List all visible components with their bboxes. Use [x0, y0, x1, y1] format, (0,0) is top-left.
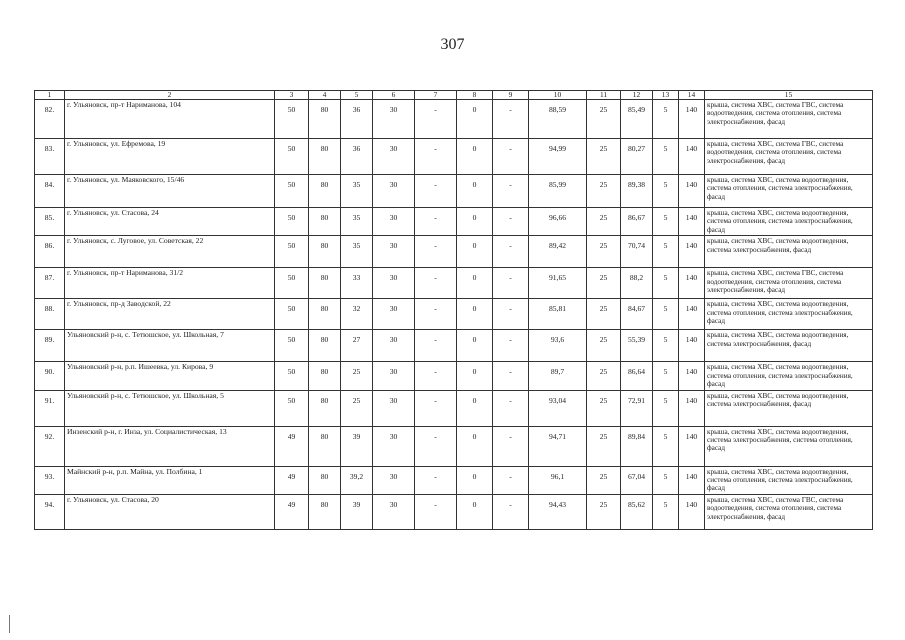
col-5-value: 39: [341, 426, 373, 466]
col-4-value: 80: [309, 236, 341, 268]
col-12-value: 55,39: [621, 330, 653, 362]
planned-works: крыша, система ХВС, система ГВС, система водоотведения, система отопления, система электроснабжения, фасад: [705, 139, 873, 175]
col-6-value: 30: [373, 466, 415, 494]
col-6-value: 30: [373, 362, 415, 390]
table-row: [35, 100, 873, 139]
col-13-value: 5: [653, 100, 679, 139]
col-11-value: 25: [587, 268, 621, 299]
table-body: [35, 91, 873, 530]
column-header: 11: [587, 91, 621, 100]
col-11-value: 25: [587, 208, 621, 236]
col-12-value: 86,67: [621, 208, 653, 236]
col-6-value: 30: [373, 139, 415, 175]
col-9-value: -: [493, 426, 529, 466]
column-header: 12: [621, 91, 653, 100]
col-6-value: 30: [373, 390, 415, 426]
col-12-value: 72,91: [621, 390, 653, 426]
col-3-value: 50: [275, 100, 309, 139]
col-3-value: 50: [275, 208, 309, 236]
col-6-value: 30: [373, 330, 415, 362]
col-11-value: 25: [587, 362, 621, 390]
table-row: [35, 299, 873, 330]
col-3-value: 50: [275, 268, 309, 299]
col-7-value: -: [415, 175, 457, 208]
table-row: [35, 362, 873, 390]
col-3-value: 50: [275, 236, 309, 268]
column-header: 6: [373, 91, 415, 100]
col-5-value: 33: [341, 268, 373, 299]
col-4-value: 80: [309, 362, 341, 390]
row-number: 93.: [35, 466, 65, 494]
col-3-value: 49: [275, 426, 309, 466]
col-8-value: 0: [457, 362, 493, 390]
address: Майнский р-н, р.п. Майна, ул. Полбина, 1: [65, 466, 275, 494]
col-13-value: 5: [653, 139, 679, 175]
column-header: 7: [415, 91, 457, 100]
row-number: 82.: [35, 100, 65, 139]
col-12-value: 89,84: [621, 426, 653, 466]
column-header: 14: [679, 91, 705, 100]
col-7-value: -: [415, 268, 457, 299]
planned-works: крыша, система ХВС, система водоотведения, система отопления, система электроснабжения, фасад: [705, 362, 873, 390]
col-4-value: 80: [309, 466, 341, 494]
table-row: [35, 268, 873, 299]
col-6-value: 30: [373, 426, 415, 466]
col-4-value: 80: [309, 390, 341, 426]
col-14-value: 140: [679, 494, 705, 529]
planned-works: крыша, система ХВС, система водоотведения, система электроснабжения, фасад: [705, 390, 873, 426]
col-12-value: 88,2: [621, 268, 653, 299]
col-9-value: -: [493, 208, 529, 236]
col-5-value: 27: [341, 330, 373, 362]
col-12-value: 70,74: [621, 236, 653, 268]
table-row: [35, 330, 873, 362]
col-10-value: 94,99: [529, 139, 587, 175]
column-number-row: [35, 91, 873, 100]
col-14-value: 140: [679, 426, 705, 466]
col-10-value: 89,7: [529, 362, 587, 390]
col-14-value: 140: [679, 208, 705, 236]
table-row: [35, 139, 873, 175]
col-3-value: 50: [275, 175, 309, 208]
col-10-value: 94,71: [529, 426, 587, 466]
col-10-value: 89,42: [529, 236, 587, 268]
row-number: 91.: [35, 390, 65, 426]
col-14-value: 140: [679, 299, 705, 330]
col-8-value: 0: [457, 100, 493, 139]
col-13-value: 5: [653, 175, 679, 208]
planned-works: крыша, система ХВС, система ГВС, система водоотведения, система отопления, система электроснабжения, фасад: [705, 100, 873, 139]
table-row: [35, 426, 873, 466]
col-14-value: 140: [679, 175, 705, 208]
col-4-value: 80: [309, 299, 341, 330]
row-number: 87.: [35, 268, 65, 299]
col-8-value: 0: [457, 494, 493, 529]
col-13-value: 5: [653, 236, 679, 268]
col-13-value: 5: [653, 330, 679, 362]
address: Ульяновский р-н, р.п. Ишеевка, ул. Кирова, 9: [65, 362, 275, 390]
table-row: [35, 390, 873, 426]
col-5-value: 36: [341, 139, 373, 175]
col-10-value: 96,66: [529, 208, 587, 236]
column-header: 3: [275, 91, 309, 100]
row-number: 86.: [35, 236, 65, 268]
col-7-value: -: [415, 362, 457, 390]
col-7-value: -: [415, 466, 457, 494]
col-13-value: 5: [653, 362, 679, 390]
col-5-value: 35: [341, 208, 373, 236]
row-number: 92.: [35, 426, 65, 466]
col-6-value: 30: [373, 268, 415, 299]
address: Инзенский р-н, г. Инза, ул. Социалистическая, 13: [65, 426, 275, 466]
col-8-value: 0: [457, 175, 493, 208]
col-11-value: 25: [587, 175, 621, 208]
col-9-value: -: [493, 236, 529, 268]
col-14-value: 140: [679, 268, 705, 299]
col-4-value: 80: [309, 268, 341, 299]
col-10-value: 94,43: [529, 494, 587, 529]
planned-works: крыша, система ХВС, система водоотведения, система отопления, система электроснабжения, фасад: [705, 299, 873, 330]
col-6-value: 30: [373, 175, 415, 208]
col-5-value: 36: [341, 100, 373, 139]
col-14-value: 140: [679, 330, 705, 362]
col-13-value: 5: [653, 426, 679, 466]
col-11-value: 25: [587, 390, 621, 426]
col-4-value: 80: [309, 100, 341, 139]
column-header: 2: [65, 91, 275, 100]
row-number: 90.: [35, 362, 65, 390]
col-5-value: 25: [341, 362, 373, 390]
page-number: 307: [440, 36, 465, 53]
col-13-value: 5: [653, 299, 679, 330]
col-5-value: 25: [341, 390, 373, 426]
scan-edge-mark: [9, 615, 10, 633]
col-8-value: 0: [457, 139, 493, 175]
planned-works: крыша, система ХВС, система водоотведения, система отопления, система электроснабжения, фасад: [705, 175, 873, 208]
col-13-value: 5: [653, 466, 679, 494]
column-header: 9: [493, 91, 529, 100]
col-3-value: 50: [275, 330, 309, 362]
planned-works: крыша, система ХВС, система водоотведения, система отопления, система электроснабжения, фасад: [705, 466, 873, 494]
col-3-value: 49: [275, 494, 309, 529]
address: Ульяновский р-н, с. Тетюшское, ул. Школьная, 5: [65, 390, 275, 426]
col-5-value: 39: [341, 494, 373, 529]
col-9-value: -: [493, 299, 529, 330]
col-7-value: -: [415, 330, 457, 362]
col-7-value: -: [415, 208, 457, 236]
col-9-value: -: [493, 330, 529, 362]
buildings-table: [34, 90, 873, 530]
col-12-value: 67,04: [621, 466, 653, 494]
col-12-value: 86,64: [621, 362, 653, 390]
col-7-value: -: [415, 299, 457, 330]
col-7-value: -: [415, 426, 457, 466]
col-8-value: 0: [457, 390, 493, 426]
address: г. Ульяновск, пр-д Заводской, 22: [65, 299, 275, 330]
col-11-value: 25: [587, 236, 621, 268]
address: г. Ульяновск, пр-т Нариманова, 31/2: [65, 268, 275, 299]
col-3-value: 50: [275, 390, 309, 426]
col-11-value: 25: [587, 100, 621, 139]
col-3-value: 50: [275, 362, 309, 390]
row-number: 85.: [35, 208, 65, 236]
col-4-value: 80: [309, 139, 341, 175]
col-9-value: -: [493, 466, 529, 494]
col-6-value: 30: [373, 494, 415, 529]
column-header: 10: [529, 91, 587, 100]
col-9-value: -: [493, 268, 529, 299]
table-row: [35, 494, 873, 529]
col-11-value: 25: [587, 466, 621, 494]
col-3-value: 49: [275, 466, 309, 494]
col-11-value: 25: [587, 330, 621, 362]
col-12-value: 85,62: [621, 494, 653, 529]
col-3-value: 50: [275, 299, 309, 330]
col-4-value: 80: [309, 330, 341, 362]
planned-works: крыша, система ХВС, система водоотведения, система электроснабжения, фасад: [705, 330, 873, 362]
row-number: 84.: [35, 175, 65, 208]
col-9-value: -: [493, 494, 529, 529]
table-row: [35, 236, 873, 268]
address: г. Ульяновск, ул. Стасова, 24: [65, 208, 275, 236]
planned-works: крыша, система ХВС, система водоотведения, система электроснабжения, система отопления, фасад: [705, 426, 873, 466]
column-header: 5: [341, 91, 373, 100]
row-number: 83.: [35, 139, 65, 175]
planned-works: крыша, система ХВС, система водоотведения, система отопления, система электроснабжения, фасад: [705, 208, 873, 236]
col-14-value: 140: [679, 236, 705, 268]
address: г. Ульяновск, ул. Стасова, 20: [65, 494, 275, 529]
address: г. Ульяновск, ул. Ефремова, 19: [65, 139, 275, 175]
col-9-value: -: [493, 139, 529, 175]
col-5-value: 32: [341, 299, 373, 330]
col-12-value: 84,67: [621, 299, 653, 330]
col-8-value: 0: [457, 268, 493, 299]
col-12-value: 89,38: [621, 175, 653, 208]
col-5-value: 39,2: [341, 466, 373, 494]
col-14-value: 140: [679, 139, 705, 175]
col-9-value: -: [493, 100, 529, 139]
col-10-value: 85,99: [529, 175, 587, 208]
col-9-value: -: [493, 390, 529, 426]
col-6-value: 30: [373, 236, 415, 268]
col-10-value: 88,59: [529, 100, 587, 139]
col-8-value: 0: [457, 208, 493, 236]
col-13-value: 5: [653, 494, 679, 529]
col-14-value: 140: [679, 100, 705, 139]
col-10-value: 91,65: [529, 268, 587, 299]
col-12-value: 80,27: [621, 139, 653, 175]
planned-works: крыша, система ХВС, система ГВС, система водоотведения, система отопления, система электроснабжения, фасад: [705, 268, 873, 299]
col-4-value: 80: [309, 208, 341, 236]
col-8-value: 0: [457, 299, 493, 330]
col-14-value: 140: [679, 466, 705, 494]
col-11-value: 25: [587, 299, 621, 330]
column-header: 4: [309, 91, 341, 100]
col-4-value: 80: [309, 494, 341, 529]
col-11-value: 25: [587, 426, 621, 466]
col-10-value: 85,81: [529, 299, 587, 330]
col-7-value: -: [415, 494, 457, 529]
column-header: 13: [653, 91, 679, 100]
col-5-value: 35: [341, 175, 373, 208]
row-number: 89.: [35, 330, 65, 362]
col-3-value: 50: [275, 139, 309, 175]
col-14-value: 140: [679, 390, 705, 426]
col-7-value: -: [415, 100, 457, 139]
table-row: [35, 466, 873, 494]
col-13-value: 5: [653, 390, 679, 426]
address: г. Ульяновск, пр-т Нариманова, 104: [65, 100, 275, 139]
planned-works: крыша, система ХВС, система ГВС, система водоотведения, система отопления, система электроснабжения, фасад: [705, 494, 873, 529]
col-9-value: -: [493, 362, 529, 390]
col-7-value: -: [415, 236, 457, 268]
address: г. Ульяновск, с. Луговое, ул. Советская, 22: [65, 236, 275, 268]
col-12-value: 85,49: [621, 100, 653, 139]
col-7-value: -: [415, 390, 457, 426]
col-6-value: 30: [373, 208, 415, 236]
address: Ульяновский р-н, с. Тетюшское, ул. Школьная, 7: [65, 330, 275, 362]
col-13-value: 5: [653, 268, 679, 299]
col-4-value: 80: [309, 426, 341, 466]
col-6-value: 30: [373, 100, 415, 139]
row-number: 94.: [35, 494, 65, 529]
col-8-value: 0: [457, 466, 493, 494]
table-row: [35, 175, 873, 208]
column-header: 1: [35, 91, 65, 100]
column-header: 15: [705, 91, 873, 100]
col-8-value: 0: [457, 330, 493, 362]
col-10-value: 93,6: [529, 330, 587, 362]
row-number: 88.: [35, 299, 65, 330]
address: г. Ульяновск, ул. Маяковского, 15/46: [65, 175, 275, 208]
col-11-value: 25: [587, 139, 621, 175]
col-10-value: 93,04: [529, 390, 587, 426]
table-row: [35, 208, 873, 236]
col-14-value: 140: [679, 362, 705, 390]
col-4-value: 80: [309, 175, 341, 208]
col-9-value: -: [493, 175, 529, 208]
col-6-value: 30: [373, 299, 415, 330]
col-13-value: 5: [653, 208, 679, 236]
col-10-value: 96,1: [529, 466, 587, 494]
col-7-value: -: [415, 139, 457, 175]
planned-works: крыша, система ХВС, система водоотведения, система электроснабжения, фасад: [705, 236, 873, 268]
col-8-value: 0: [457, 426, 493, 466]
col-8-value: 0: [457, 236, 493, 268]
column-header: 8: [457, 91, 493, 100]
col-5-value: 35: [341, 236, 373, 268]
col-11-value: 25: [587, 494, 621, 529]
